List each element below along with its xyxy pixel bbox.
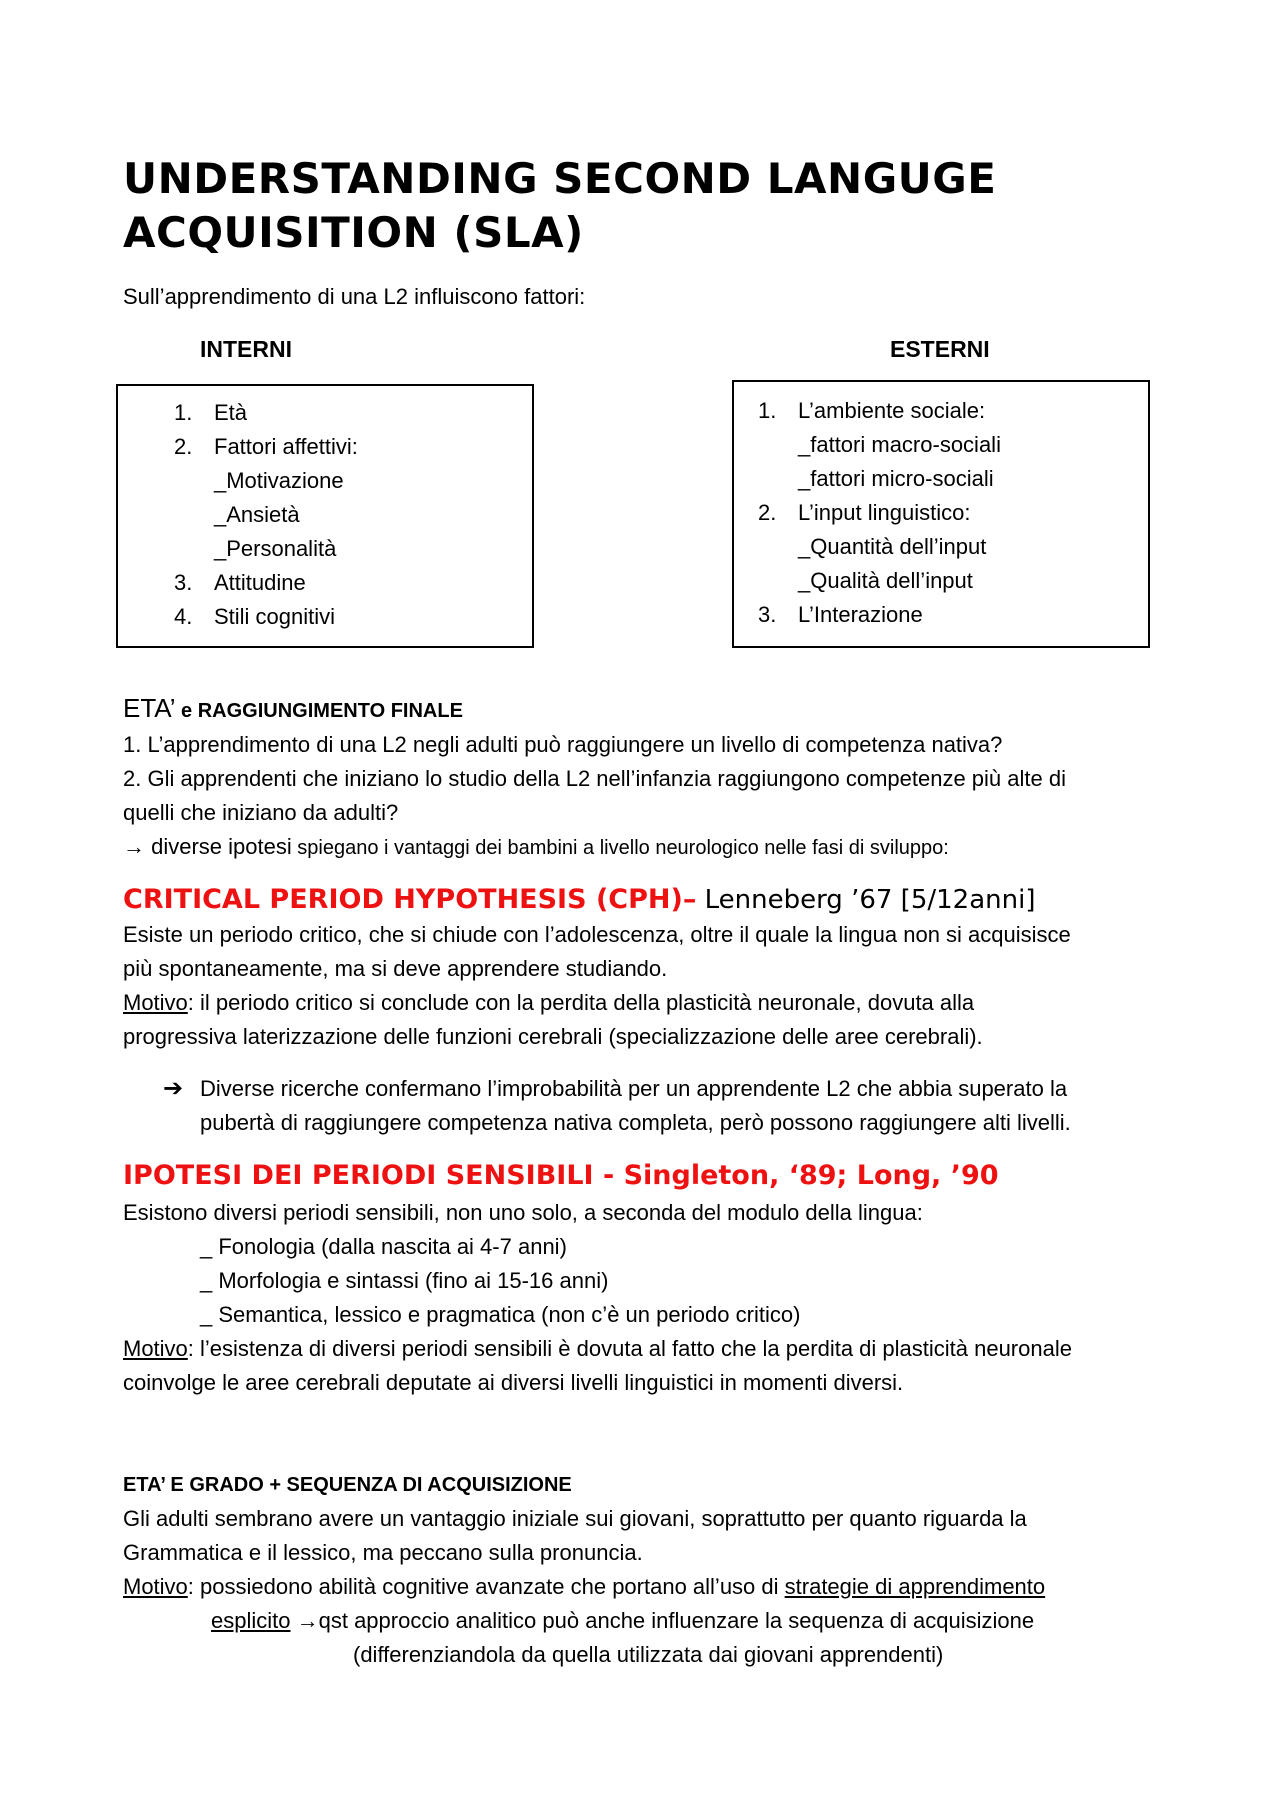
internal-heading: INTERNI — [200, 336, 292, 362]
list-item-number: 1. — [174, 400, 193, 425]
grado-motivo-line-2 — [211, 1604, 1191, 1638]
list-item — [174, 396, 532, 430]
external-factors-list — [758, 394, 1148, 632]
sensibili-title: IPOTESI DEI PERIODI SENSIBILI - Singleton, ‘89; Long, ’90 — [123, 1160, 999, 1191]
sensibili-motivo-label: Motivo — [123, 1336, 188, 1361]
right-arrow-icon: → — [123, 834, 145, 859]
cph-bullet — [163, 1072, 1173, 1140]
cph-title: CRITICAL PERIOD HYPOTHESIS (CPH)– — [123, 884, 697, 915]
title-line-1: UNDERSTANDING SECOND LANGUGE — [123, 154, 997, 203]
question-1: 1. L’apprendimento di una L2 negli adulti può raggiungere un livello di competenza nativa? — [123, 732, 1003, 757]
list-item-text: _Quantità dell’input — [798, 534, 987, 559]
list-item-text: L’Interazione — [798, 602, 923, 627]
hypotheses-intro-a: diverse ipotesi — [145, 834, 292, 859]
list-item-text: L’ambiente sociale: — [798, 398, 986, 423]
cph-bullet-line-1: Diverse ricerche confermano l’improbabilità per un apprendente L2 che abbia superato la — [200, 1076, 1068, 1101]
list-item — [174, 600, 532, 634]
list-item-number: 2. — [758, 500, 777, 525]
grado-motivo-line-1 — [123, 1570, 1183, 1604]
sensibili-intro: Esistono diversi periodi sensibili, non uno solo, a seconda del modulo della lingua: — [123, 1200, 923, 1225]
list-item — [758, 598, 1148, 632]
list-item: _ Morfologia e sintassi (fino ai 15-16 anni) — [200, 1268, 609, 1293]
right-arrow-icon: → — [290, 1608, 319, 1633]
page-title — [123, 152, 996, 260]
question-2-line-1: 2. Gli apprendenti che iniziano lo studio della L2 nell’infanzia raggiungono competenze più alte di — [123, 766, 1066, 791]
cph-motivo-label: Motivo — [123, 990, 188, 1015]
section-eta-heading — [123, 690, 1183, 731]
arrow-bullet-icon: ➔ — [163, 1075, 184, 1102]
list-item — [174, 430, 532, 464]
external-factors-box — [732, 380, 1150, 648]
sensibili-motivo-line-1 — [123, 1332, 1183, 1366]
list-item: _ Fonologia (dalla nascita ai 4-7 anni) — [200, 1234, 567, 1259]
cph-motivo-text-a: : il periodo critico si conclude con la perdita della plasticità neuronale, dovuta alla — [187, 990, 975, 1015]
list-item-text: Stili cognitivi — [214, 604, 336, 629]
cph-paragraph-1b: più spontaneamente, ma si deve apprendere studiando. — [123, 956, 668, 981]
cph-motivo-line-2: progressiva laterizzazione delle funzioni cerebrali (specializzazione delle aree cerebrali). — [123, 1024, 983, 1049]
list-item — [758, 564, 1148, 598]
list-item — [174, 464, 532, 498]
list-item-text: _fattori macro-sociali — [798, 432, 1001, 457]
grado-motivo-underlined-a: strategie di apprendimento — [784, 1574, 1046, 1599]
list-item-number: 1. — [758, 398, 777, 423]
list-item — [758, 462, 1148, 496]
list-item-text: L’input linguistico: — [798, 500, 971, 525]
grado-motivo-underlined-b: esplicito — [211, 1608, 291, 1633]
list-item — [758, 496, 1148, 530]
question-2-line-2: quelli che iniziano da adulti? — [123, 800, 399, 825]
list-item — [758, 394, 1148, 428]
list-item-text: _Personalità — [214, 536, 337, 561]
hypotheses-intro — [123, 830, 1183, 865]
cph-bullet-line-2: pubertà di raggiungere competenza nativa completa, però possono raggiungere alti livelli. — [200, 1110, 1071, 1135]
section-label-eta: ETA’ — [123, 693, 176, 723]
list-item-text: Attitudine — [214, 570, 306, 595]
section-grado-heading: ETA’ E GRADO + SEQUENZA DI ACQUISIZIONE — [123, 1474, 572, 1496]
list-item-text: _Qualità dell’input — [798, 568, 973, 593]
title-line-2: ACQUISITION (SLA) — [123, 208, 584, 257]
sensibili-list — [200, 1230, 800, 1332]
sensibili-motivo-line-2: coinvolge le aree cerebrali deputate ai diversi livelli linguistici in momenti diversi. — [123, 1370, 904, 1395]
list-item-text: _fattori micro-sociali — [798, 466, 994, 491]
list-item — [174, 498, 532, 532]
external-heading: ESTERNI — [890, 336, 990, 362]
list-item-number: 3. — [758, 602, 777, 627]
grado-motivo-text-b: qst approccio analitico può anche influenzare la sequenza di acquisizione — [318, 1608, 1035, 1633]
list-item — [758, 428, 1148, 462]
grado-paragraph-1b: Grammatica e il lessico, ma peccano sulla pronuncia. — [123, 1540, 643, 1565]
list-item-number: 2. — [174, 434, 193, 459]
cph-paragraph-1a: Esiste un periodo critico, che si chiude con l’adolescenza, oltre il quale la lingua non si acquisisce — [123, 922, 1071, 947]
list-item — [758, 530, 1148, 564]
list-item: _ Semantica, lessico e pragmatica (non c’è un periodo critico) — [200, 1302, 801, 1327]
list-item-text: Età — [214, 400, 248, 425]
grado-motivo-text-a: : possiedono abilità cognitive avanzate che portano all’uso di — [187, 1574, 785, 1599]
list-item-number: 4. — [174, 604, 193, 629]
grado-motivo-line-3: (differenziandola da quella utilizzata dai giovani apprendenti) — [353, 1642, 944, 1667]
grado-paragraph-1a: Gli adulti sembrano avere un vantaggio iniziale sui giovani, soprattutto per quanto riguarda la — [123, 1506, 1027, 1531]
list-item — [174, 532, 532, 566]
internal-factors-box — [116, 384, 534, 648]
list-item-number: 3. — [174, 570, 193, 595]
grado-motivo-label: Motivo — [123, 1574, 188, 1599]
sensibili-motivo-text-a: : l’esistenza di diversi periodi sensibili è dovuta al fatto che la perdita di plasticità neuronale — [187, 1336, 1072, 1361]
internal-factors-list — [174, 396, 532, 634]
list-item-text: Fattori affettivi: — [214, 434, 358, 459]
cph-author: Lenneberg ’67 [5/12anni] — [696, 885, 1036, 915]
intro-text: Sull’apprendimento di una L2 influiscono fattori: — [123, 284, 586, 309]
cph-motivo-line-1 — [123, 986, 1183, 1020]
list-item-text: _Ansietà — [214, 502, 300, 527]
section-label-rest: e RAGGIUNGIMENTO FINALE — [175, 700, 463, 722]
list-item-text: _Motivazione — [214, 468, 344, 493]
hypotheses-intro-b: spiegano i vantaggi dei bambini a livello neurologico nelle fasi di sviluppo: — [291, 837, 949, 859]
list-item — [174, 566, 532, 600]
